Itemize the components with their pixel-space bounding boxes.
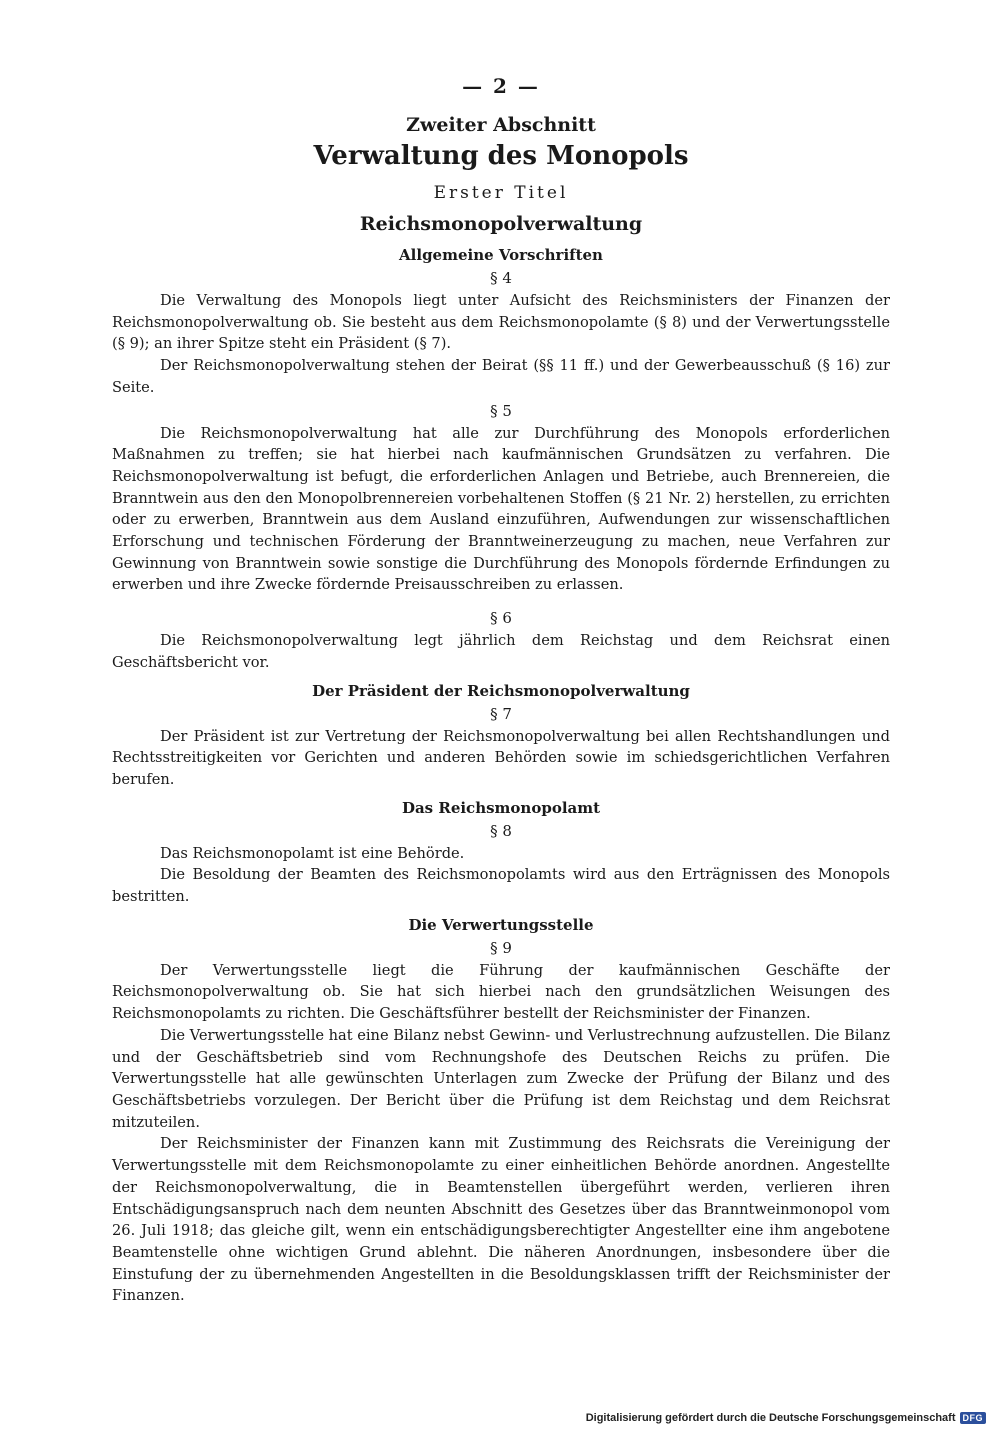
title-name: Reichsmonopolverwaltung — [359, 213, 643, 235]
footer-text: Digitalisierung gefördert durch die Deutsche Forschungsgemeinschaft — [585, 1412, 956, 1424]
heading-office: Das Reichsmonopolamt — [401, 798, 601, 817]
heading-agency: Die Verwertungsstelle — [408, 915, 594, 934]
paragraph-8-text-1: Das Reichsmonopolamt ist eine Behörde. — [160, 844, 465, 862]
paragraph-number-9: § 9 — [490, 938, 512, 957]
paragraph-9-text-2: Die Verwertungsstelle hat eine Bilanz nebst Gewinn- und Verlustrechnung aufzustellen. Die Bilanz und der Geschäftsbetrieb sind vom Rechnungshofe des Deutschen Reichs zu prüfen. Die Verwertungsstelle hat alle gewünschten Unterlagen zum Zwecke der Prüfung der Bilanz und des Geschäftsbetriebs vorzulegen. Der Bericht über die Prüfung ist dem Reichstag und dem Reichsrat mitzuteilen. — [112, 1026, 891, 1131]
paragraph-number-7: § 7 — [490, 704, 512, 723]
page-number: — 2 — — [462, 74, 540, 98]
paragraph-8-text-2: Die Besoldung der Beamten des Reichsmonopolamts wird aus den Erträgnissen des Monopols bestritten. — [112, 866, 890, 906]
heading-general: Allgemeine Vorschriften — [399, 246, 603, 264]
paragraph-9-text-1: Der Verwertungsstelle liegt die Führung der kaufmännischen Geschäfte der Reichsmonopolverwaltung ob. Sie hat sich hierbei nach den grundsätzlichen Weisungen des Reichsmonopolamts zu richten. Die Geschäftsführer bestellt der Reichsminister der Finanzen. — [112, 961, 890, 1023]
paragraph-6-text-1: Die Reichsmonopolverwaltung legt jährlich dem Reichstag und dem Reichsrat einen Geschäftsbericht vor. — [112, 632, 890, 671]
document-page — [112, 74, 890, 1307]
heading-president: Der Präsident der Reichsmonopolverwaltung — [312, 681, 690, 700]
paragraph-4-text-1: Die Verwaltung des Monopols liegt unter Aufsicht des Reichsministers der Finanzen der Reichsmonopolverwaltung ob. Sie besteht aus dem Reichsmonopolamte (§ 8) und der Verwertungsstelle (§ 9); an ihrer Spitze steht ein Präsident (§ 7). — [112, 292, 890, 353]
paragraph-5-text-1: Die Reichsmonopolverwaltung hat alle zur Durchführung des Monopols erforderlichen Maßnahmen zu treffen; sie hat hierbei nach kaufmännischen Grundsätzen zu verfahren. Die Reichsmonopolverwaltung ist befugt, die erforderlichen Anlagen und Betriebe, auch Brennereien, die Branntwein aus den den Monopolbrennereien vorbehaltenen Stoffen (§ 21 Nr. 2) herstellen, zu errichten oder zu erwerben, Branntwein aus dem Ausland einzuführen, Aufwendungen zur wissenschaftlichen Erforschung und technischen Förderung der Branntweinerzeugung zu machen, neue Verfahren zur Gewinnung von Branntwein sowie sonstige die Durchführung des Monopols fördernde Erfindungen zu erwerben und ihre Zwecke fördernde Preisausschreiben zu erlassen. — [112, 424, 890, 594]
paragraph-9-text-3: Der Reichsminister der Finanzen kann mit Zustimmung des Reichsrats die Vereinigung der Verwertungsstelle mit dem Reichsmonopolamte zu einer einheitlichen Behörde anordnen. Angestellte der Reichsmonopolverwaltung, die in Beamtenstellen übergeführt werden, verlieren ihren Entschädigungsanspruch nach dem neunten Abschnitt des Gesetzes über das Branntweinmonopol vom 26. Juli 1918; das gleiche gilt, wenn ein entschädigungsberechtigter Angestellter eine ihm angebotene Beamtenstelle ohne wichtigen Grund ablehnt. Die näheren Anordnungen, insbesondere über die Einstufung der zu übernehmenden Angestellten in die Besoldungsklassen trifft der Reichsminister der Finanzen. — [112, 1135, 890, 1305]
section-title: Verwaltung des Monopols — [313, 141, 689, 171]
digitization-footer — [586, 1412, 986, 1424]
dfg-logo: DFG — [960, 1412, 987, 1424]
paragraph-number-5: § 5 — [490, 401, 512, 420]
paragraph-number-4: § 4 — [490, 269, 512, 287]
paragraph-4-text-2: Der Reichsmonopolverwaltung stehen der Beirat (§§ 11 ff.) und der Gewerbeausschuß (§ 16) zur Seite. — [112, 357, 890, 396]
paragraph-number-6: § 6 — [490, 609, 512, 628]
paragraph-7-text-1: Der Präsident ist zur Vertretung der Reichsmonopolverwaltung bei allen Rechtshandlungen und Rechtsstreitigkeiten vor Gerichten und anderen Behörden sowie im schiedsgerichtlichen Verfahren berufen. — [112, 727, 890, 788]
section-label: Zweiter Abschnitt — [406, 114, 596, 136]
paragraph-number-8: § 8 — [490, 821, 512, 840]
title-label: Erster Titel — [433, 183, 569, 203]
